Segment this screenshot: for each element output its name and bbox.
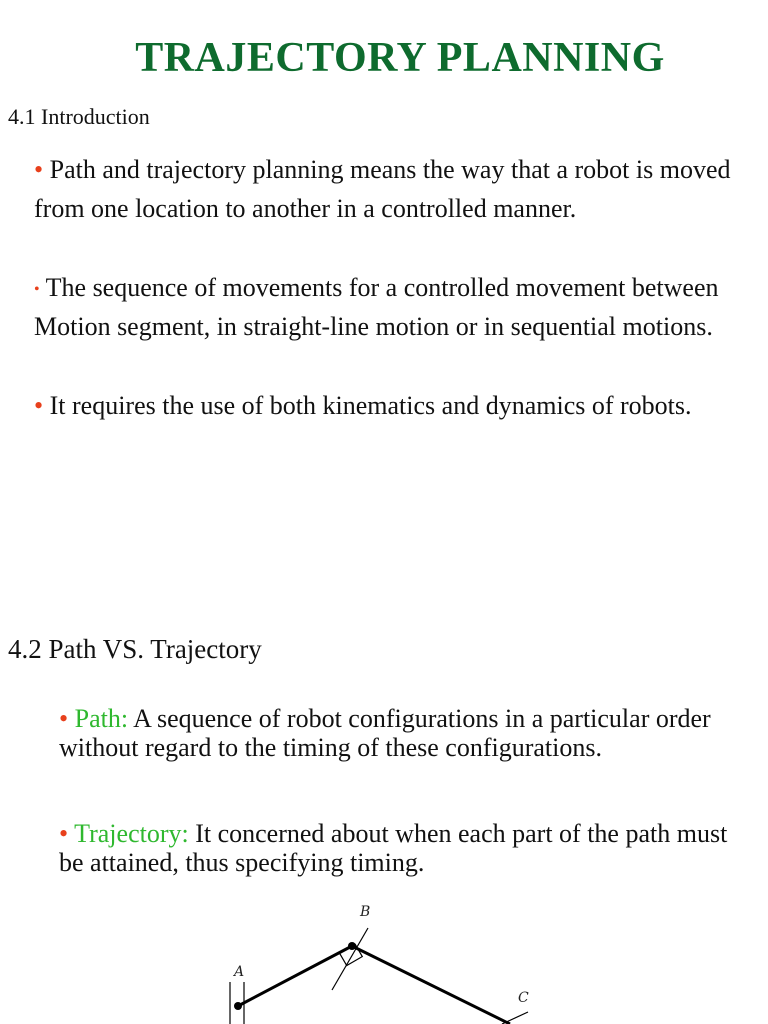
robot-path-diagram (210, 890, 550, 1024)
point-b (348, 942, 356, 950)
bullet-dot-icon: • (59, 704, 69, 733)
bullet-text: Path and trajectory planning means the way that a robot is moved from one location to another in a controlled manner. (34, 155, 731, 223)
point-a (234, 1002, 242, 1010)
label-a: A (234, 964, 245, 980)
bullet-item (34, 150, 734, 228)
definition-term: Path: (74, 704, 129, 733)
section-heading-introduction: 4.1 Introduction (8, 104, 150, 129)
definition-term: Trajectory: (74, 819, 189, 848)
label-c: C (518, 990, 529, 1006)
bullet-item (34, 386, 734, 425)
definition-item-trajectory (59, 819, 749, 877)
definition-item-path (59, 704, 749, 762)
page-title: TRAJECTORY PLANNING (135, 35, 665, 81)
bullet-dot-icon: • (34, 391, 44, 420)
bullet-text: It requires the use of both kinematics and dynamics of robots. (49, 391, 692, 420)
definition-text: It concerned about when each part of the path must be attained, thus specifying timing. (59, 819, 728, 877)
definition-text: A sequence of robot configurations in a particular order without regard to the timing of these configurations. (59, 704, 711, 762)
bullet-text: The sequence of movements for a controlled movement between Motion segment, in straight-line motion or in sequential motions. (34, 273, 719, 341)
path-segment-ab (238, 946, 352, 1006)
bullet-dot-icon: • (34, 281, 40, 298)
path-segment-bc (352, 946, 510, 1024)
joint-c-axis (502, 1012, 528, 1024)
bullet-item (34, 268, 734, 346)
section-heading-path-vs-trajectory: 4.2 Path VS. Trajectory (8, 634, 262, 664)
bullet-dot-icon: • (34, 155, 44, 184)
bullet-dot-icon: • (59, 819, 69, 848)
label-b: B (360, 904, 371, 920)
joint-b-axis (332, 928, 368, 990)
